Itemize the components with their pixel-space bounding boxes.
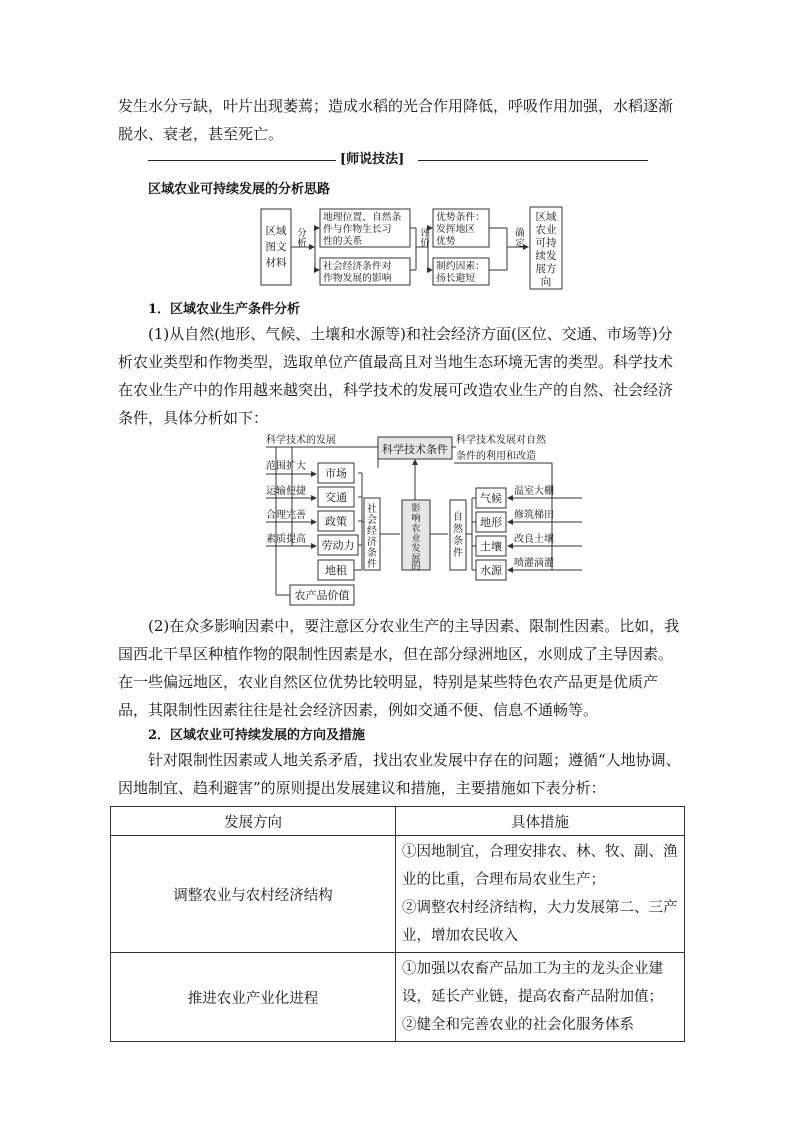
flow-social-text: 社会经济条件对作物发展的影响 xyxy=(323,261,392,284)
natural-factor-boxes xyxy=(476,488,506,580)
table-row xyxy=(111,836,685,953)
table-header-measures: 具体措施 xyxy=(396,807,685,836)
flow-arrow1-label: 分析 xyxy=(297,228,307,249)
flow-arrow3-label: 确定 xyxy=(515,228,525,249)
paragraph-1: (1)从自然(地形、气候、土壤和水源等)和社会经济方面(区位、交通、市场等)分析农业类型和作物类型，选取单位产值最高且对当地生态环境无害的类型。科学技术在农业生产中的作用越来越突出，科学技术的发展可改造农业生产的自然、社会经济条件，具体分析如下： xyxy=(118,325,674,427)
table-row xyxy=(111,953,685,1042)
natural-condition-box xyxy=(450,500,466,570)
section-header xyxy=(148,150,648,170)
table-header-direction: 发展方向 xyxy=(111,807,396,836)
left-labels: 范围扩大 运输便捷 合理完善 素质提高 xyxy=(266,461,306,545)
measure-item: ②健全和完善农业的社会化服务体系 xyxy=(402,1017,634,1033)
table-header-row xyxy=(111,807,685,836)
heading-1: 1．区域农业生产条件分析 xyxy=(148,302,301,317)
section-rule-right xyxy=(418,160,648,161)
svg-text:政策: 政策 xyxy=(325,515,347,528)
natural-condition-text: 自然条件 xyxy=(453,512,463,559)
center-factors-text: 影响农业发展的 xyxy=(411,503,421,572)
table-cell-measures xyxy=(396,953,685,1042)
measures-table xyxy=(110,806,685,1042)
svg-text:农产品价值: 农产品价值 xyxy=(294,589,350,602)
factors-diagram xyxy=(262,432,590,608)
flow-end-text: 区域农业可持续发展方向 xyxy=(535,211,557,288)
paragraph-3: 针对限制性因素或人地关系矛盾，找出农业发展中存在的问题；遵循“人地协调、因地制宜、趋利避害”的原则提出发展建议和措施，主要措施如下表分析： xyxy=(118,751,681,797)
tech-development-label: 科学技术的发展 xyxy=(266,435,336,446)
svg-text:气候: 气候 xyxy=(480,492,502,505)
measure-item: ①加强以农畜产品加工为主的龙头企业建设，延长产业链，提高农畜产品附加值； xyxy=(402,961,663,1005)
svg-text:交通: 交通 xyxy=(325,491,347,504)
flow-arrow2-label: 评价 xyxy=(420,228,430,249)
section-label: [师说技法] xyxy=(340,152,405,167)
svg-text:市场: 市场 xyxy=(325,467,347,480)
tech-natural-label: 科学技术发展对自然条件的利用和改造 xyxy=(456,435,546,462)
heading-2: 2．区域农业可持续发展的方向及措施 xyxy=(148,728,366,743)
flow-limit-text: 制约因素：扬长避短 xyxy=(436,261,485,284)
table-cell-direction: 调整农业与农村经济结构 xyxy=(111,836,396,953)
tech-condition-text: 科学技术条件 xyxy=(382,443,448,456)
intro-paragraph: 发生水分亏缺，叶片出现萎蔫；造成水稻的光合作用降低，呼吸作用加强，水稻逐渐脱水、衰老，甚至死亡。 xyxy=(118,97,674,143)
section-rule-left xyxy=(148,160,336,161)
svg-text:地租: 地租 xyxy=(325,564,347,577)
measure-item: ②调整农村经济结构，大力发展第二、三产业，增加农民收入 xyxy=(402,900,678,944)
analysis-flow-diagram xyxy=(258,204,568,292)
flow-advantage-text: 优势条件：发挥地区优势 xyxy=(436,212,485,247)
svg-text:劳动力: 劳动力 xyxy=(321,539,355,552)
svg-text:地形: 地形 xyxy=(480,516,502,529)
measure-item: ①因地制宜，合理安排农、林、牧、副、渔业的比重，合理布局农业生产； xyxy=(402,844,678,888)
svg-text:水源: 水源 xyxy=(480,564,502,577)
table-cell-direction: 推进农业产业化进程 xyxy=(111,953,396,1042)
subtitle: 区域农业可持续发展的分析思路 xyxy=(148,182,331,197)
flow-start-text: 区域图文材料 xyxy=(265,225,287,269)
social-condition-text: 社会经济条件 xyxy=(367,504,377,570)
table-cell-measures xyxy=(396,836,685,953)
right-labels: 温室大棚 修筑梯田 改良土壤 喷灌滴灌 xyxy=(514,486,554,569)
flow-natural-text: 地理位置、自然条件与作物生长习性的关系 xyxy=(323,212,402,247)
paragraph-2: (2)在众多影响因素中，要注意区分农业生产的主导因素、限制性因素。比如，我国西北干旱区种植作物的限制性因素是水，但在部分绿洲地区，水则成了主导因素。在一些偏远地区，农业自然区位优势比较明显，特别是某些特色农产品更是优质产品，其限制性因素往往是社会经济因素，例如交通不便、信息不通畅等。 xyxy=(118,617,680,719)
svg-text:土壤: 土壤 xyxy=(480,540,502,553)
